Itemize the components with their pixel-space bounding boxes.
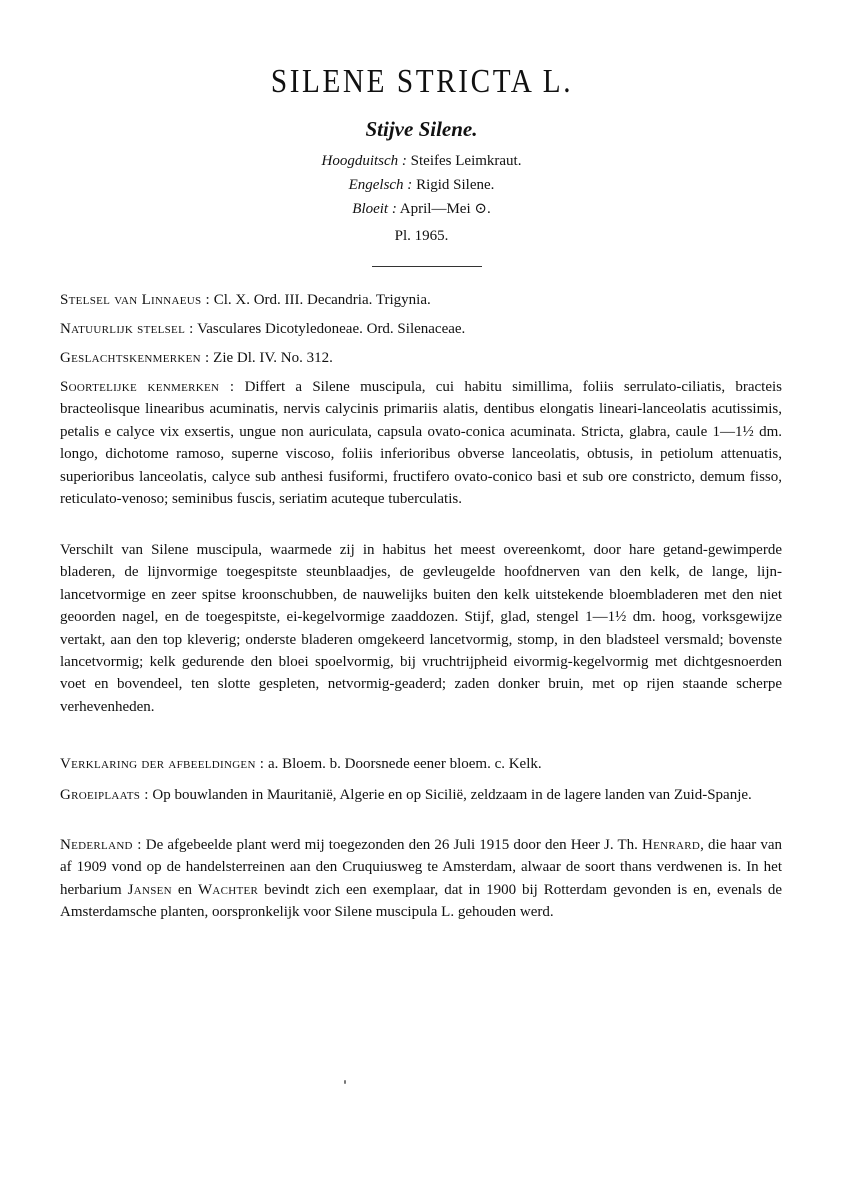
english-name-label: Engelsch : (348, 177, 413, 193)
divider (372, 266, 482, 267)
netherlands-text-4: bevindt zich een exemplaar, dat in 1900 bij Rotterdam gevonden is en, evenals de Amsterdamsche planten, oorspronkelijk voor Silene muscipula L. gehouden werd. (60, 881, 783, 921)
genus-label: Geslachtskenmerken : (60, 350, 210, 366)
netherlands-text-1: De afgebeelde plant werd mij toegezonden den 26 Juli 1915 door den Heer J. Th. (145, 837, 638, 853)
habitat (60, 784, 782, 806)
species-text: Differt a Silene muscipula, cui habitu simillima, foliis serrulato-ciliatis, bracteis bracteolisque linearibus acuminatis, nervis calycinis primariis alatis, dentibus elongatis lineari-lanceolatis acutissimis, petalis e calyce vix exsertis, ungue non auriculata, capsula ovato-conica acuminata. Stricta, glabra, caule 1—1½ dm. longo, dichotome ramoso, superne viscoso, foliis inferioribus obverse lanceolatis, obtusis, in petiolum attenuatis, superioribus lanceolatis, calyce sub anthesi fusiformi, fructifero ovato-conico basi et sub ore constricto, demum fisso, reticulato-venoso; seminibus fuscis, seriatim acuteque tuberculatis. (60, 379, 782, 508)
species-label: Soortelijke kenmerken : (60, 379, 235, 395)
german-name-label: Hoogduitsch : (321, 153, 407, 169)
genus-characters (60, 347, 782, 369)
bloom-label: Bloeit : (352, 201, 397, 217)
bloom-line (0, 198, 843, 220)
genus-text: Zie Dl. IV. No. 312. (213, 350, 333, 366)
natural-system (60, 318, 782, 340)
natural-label: Natuurlijk stelsel : (60, 321, 194, 337)
netherlands-text-3: en (177, 881, 192, 898)
linnaeus-label: Stelsel van Linnaeus : (60, 292, 210, 308)
netherlands-name-3: Wachter (197, 881, 259, 898)
netherlands-name-1: Henrard (641, 837, 701, 853)
habitat-label: Groeiplaats : (60, 787, 149, 803)
german-name-value: Steifes Leimkraut. (410, 153, 522, 169)
habitat-text: Op bouwlanden in Mauritanië, Algerie en op Sicilië, zeldzaam in de lagere landen van Zuid-Spanje. (152, 787, 752, 803)
linnaeus-text: Cl. X. Ord. III. Decandria. Trigynia. (213, 292, 431, 308)
bloom-value: April—Mei ⊙. (399, 201, 491, 217)
page-speck (344, 1080, 346, 1084)
page-title: SILENE STRICTA L. (270, 63, 574, 100)
linnaeus-system (60, 289, 782, 311)
plate-number: Pl. 1965. (394, 228, 449, 244)
dutch-description: Verschilt van Silene muscipula, waarmede zij in habitus het meest overeenkomt, door hare getand-gewimperde bladeren, de lijnvormige toegespitste steunblaadjes, de gevleugelde hoofdnerven van den kelk, de lange, lijn-lancetvormige en zeer spitse kroonschubben, de nauwelijks buiten den kelk uitstekende bloembladeren met den niet geoorden nagel, en de toegespitste, ei-kegelvormige zaaddozen. Stijf, glad, stengel 1—1½ dm. hoog, vorksgewijze vertakt, aan den top kleverig; onderste bladeren omgekeerd lancetvormig, stomp, in den bladsteel versmald; bovenste lancetvormig; kelk gedurende den bloei spoelvormig, bij vruchtrijpheid eivormig-kegelvormig met dichtgesnoerden voet en bovendeel, ten slotte gespleten, netvormig-geaderd; zaden donker bruin, met op rijen staande scherpe verhevenheden. (60, 542, 782, 715)
figure-explanation (60, 753, 782, 775)
page-subtitle: Stijve Silene. (365, 117, 478, 141)
netherlands (60, 834, 782, 924)
species-characters (60, 376, 782, 510)
figures-text: a. Bloem. b. Doorsnede eener bloem. c. Kelk. (267, 756, 542, 772)
english-name-value: Rigid Silene. (416, 177, 495, 193)
netherlands-name-2: Jansen (127, 881, 172, 898)
netherlands-text-2: , die haar van af 1909 vond op de handelsterreinen aan den Cruquiusweg te Amsterdam, alwaar de soort thans verdwenen is. In het herbarium (60, 837, 783, 898)
netherlands-label: Nederland : (60, 837, 142, 853)
german-name-line (0, 150, 843, 172)
natural-text: Vasculares Dicotyledoneae. Ord. Silenaceae. (197, 321, 466, 337)
figures-label: Verklaring der afbeeldingen : (60, 756, 265, 772)
english-name-line (0, 174, 843, 196)
